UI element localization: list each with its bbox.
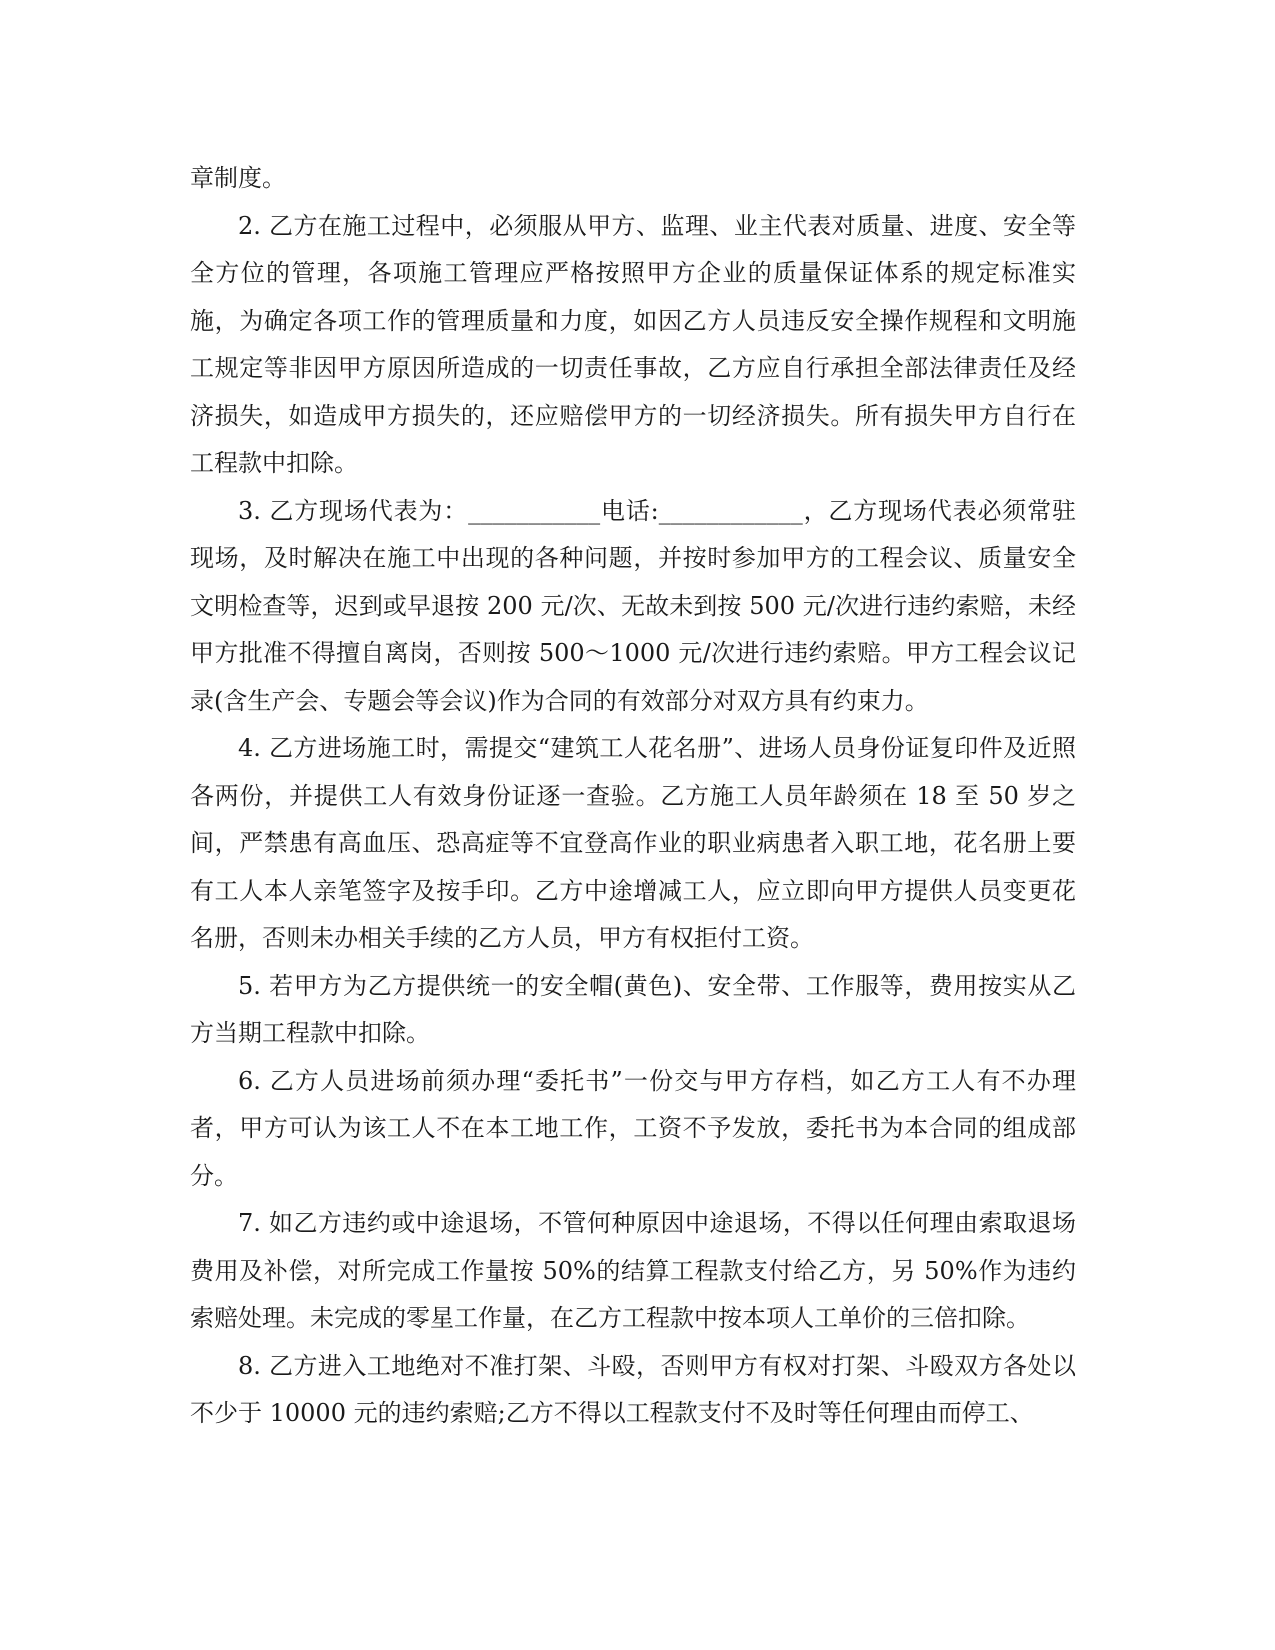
clause-4-paragraph: 4. 乙方进场施工时，需提交“建筑工人花名册”、进场人员身份证复印件及近照各两份，并提供工人有效身份证逐一查验。乙方施工人员年龄须在 18 至 50 岁之间，严禁患有高血压、恐高症等不宜登高作业的职业病患者入职工地，花名册上要有工人本人亲笔签字及按手印。乙方中途增减工人，应立即向甲方提供人员变更花名册，否则未办相关手续的乙方人员，甲方有权拒付工资。 [190,734,1076,952]
clause-2-paragraph: 2. 乙方在施工过程中，必须服从甲方、监理、业主代表对质量、进度、安全等全方位的管理，各项施工管理应严格按照甲方企业的质量保证体系的规定标准实施，为确定各项工作的管理质量和力度，如因乙方人员违反安全操作规程和文明施工规定等非因甲方原因所造成的一切责任事故，乙方应自行承担全部法律责任及经济损失，如造成甲方损失的，还应赔偿甲方的一切经济损失。所有损失甲方自行在工程款中扣除。 [190,211,1076,477]
paragraph-continuation: 章制度。 [190,164,286,192]
clause-8-paragraph: 8. 乙方进入工地绝对不准打架、斗殴，否则甲方有权对打架、斗殴双方各处以不少于 10000 元的违约索赔;乙方不得以工程款支付不及时等任何理由而停工、 [190,1351,1076,1427]
clause-5-paragraph: 5. 若甲方为乙方提供统一的安全帽(黄色)、安全带、工作服等，费用按实从乙方当期工程款中扣除。 [190,971,1076,1047]
clause-7-paragraph: 7. 如乙方违约或中途退场，不管何种原因中途退场，不得以任何理由索取退场费用及补偿，对所完成工作量按 50%的结算工程款支付给乙方，另 50%作为违约索赔处理。未完成的零星工作量，在乙方工程款中按本项人工单价的三倍扣除。 [190,1209,1076,1332]
document-body [190,155,1076,1438]
clause-3-paragraph: 3. 乙方现场代表为：___________电话:____________，乙方现场代表必须常驻现场，及时解决在施工中出现的各种问题，并按时参加甲方的工程会议、质量安全文明检查等，迟到或早退按 200 元/次、无故未到按 500 元/次进行违约索赔，未经甲方批准不得擅自离岗，否则按 500～1000 元/次进行违约索赔。甲方工程会议记录(含生产会、专题会等会议)作为合同的有效部分对双方具有约束力。 [190,496,1076,715]
clause-6-paragraph: 6. 乙方人员进场前须办理“委托书”一份交与甲方存档，如乙方工人有不办理者，甲方可认为该工人不在本工地工作，工资不予发放，委托书为本合同的组成部分。 [190,1066,1076,1190]
